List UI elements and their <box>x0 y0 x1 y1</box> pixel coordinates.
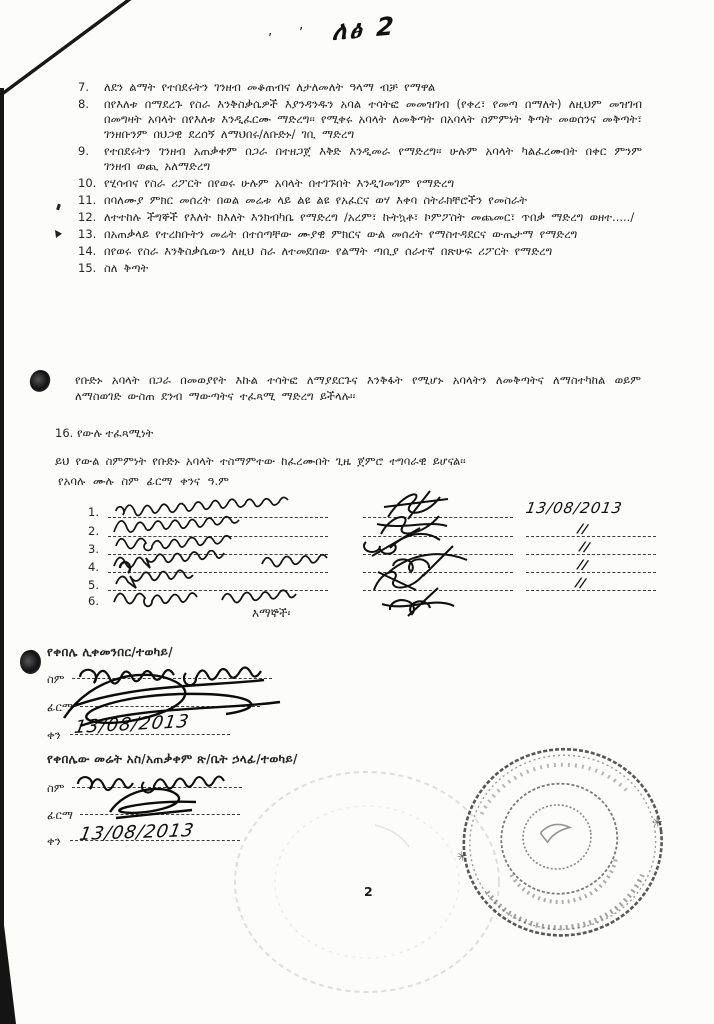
handwritten-page-annotation: ለፅ 2 <box>331 11 398 46</box>
row-number: 1. <box>88 505 99 519</box>
row-number: 2. <box>88 524 99 538</box>
clause-number: 8. <box>78 97 89 111</box>
clause-text: በየወሩ የስራ እንቅስቃሴውን ለዚህ ስራ ለተመደበው የልማት ጣቢያ ሰራተኛ በጽሁፍ ሪፖርት የማድረግ <box>104 244 553 258</box>
clause-text: የሂሳብና የስራ ሪፖርት በየወሩ ሁሉም አባላት በተገኙበት እንዲገመገም የማድረግ <box>104 176 455 190</box>
handwritten-date: 13/08/2013 <box>72 711 191 738</box>
scan-corner-shadow <box>0 925 16 1024</box>
signature-label: ፊርማ <box>47 700 73 714</box>
clause-text: በየእለቱ በማደረጉ የስራ እንቅስቃሴዎች እያንዳንዱን አባል ተሳትፎ መመዝገብ (የቀረ፣ የመጣ በማለት) ለዚህም መዝገብ በመግዛት አባላት በየእለቱ እንዲፈርሙ ማድረግ፡፡ የሚቀሩ አባላት ለመቅጣት በአባላት ስምምነት ቅጣት መወሰንና መቅጣት፣ ገንዘቡንም በህጋዊ ደረሰኝ ለማህበሩ/ለቡድኑ/ ገቢ ማድረግ <box>104 97 642 141</box>
signature-label: ፊርማ <box>47 808 73 822</box>
member-signature <box>378 584 458 618</box>
clause-number: 11. <box>78 193 97 207</box>
clause-12 <box>78 210 642 225</box>
clause-8 <box>78 97 642 142</box>
clause-11 <box>78 193 642 208</box>
pen-tick: ’ <box>299 26 304 41</box>
scan-edge-shadow <box>0 88 4 1024</box>
handwritten-date: 13/08/2013 <box>77 820 197 845</box>
name-label: ስም <box>47 672 65 686</box>
clause-text: የተበደሩትን ገንዘብ አጠቃቀም በጋራ በተዘጋጀ እቅድ እንዲመራ የማድረግ፡፡ ሁሉም አባላት ካልፈረሙበት በቀር ምንም ገንዘብ ወጪ አለማድረግ <box>104 144 642 173</box>
page-number: 2 <box>364 884 373 899</box>
row-number: 4. <box>88 560 99 574</box>
clause-15 <box>78 261 642 276</box>
handwritten-date: 13/08/2013 <box>524 499 625 517</box>
official-signature <box>100 782 210 822</box>
clause-text: በአጠቃላይ የተረከቡትን መሬት በተሰጣቸው ሙያዊ ምክርና ውል መሰረት የማስተዳደርና ውጤታማ የማድረግ <box>104 227 578 241</box>
clause-number: 7. <box>78 80 89 94</box>
clause-7 <box>78 80 642 95</box>
clause-text: ለደን ልማት የተበደሩትን ገንዘብ መቆጠብና ለታለመለት ዓላማ ብቻ የማዋል <box>104 80 436 94</box>
clause-number: 13. <box>78 227 97 241</box>
official-title-kebele-chairman: የቀበሌ ሊቀመንበር/ተወካይ/ <box>47 645 173 659</box>
ink-speck <box>56 204 61 211</box>
clause-10 <box>78 176 642 191</box>
clause-13 <box>78 227 642 242</box>
name-label: ስም <box>47 781 65 795</box>
section-16-heading: 16. የውሉ ተፈጻሚነት <box>55 426 154 440</box>
clause-text: ስለ ቅጣት <box>104 261 149 275</box>
hole-punch <box>19 649 42 675</box>
clause-number: 12. <box>78 210 97 224</box>
clause-text: በባለሙያ ምክር መሰረት በወል መሬቱ ላይ ልዩ ልዩ የአፈርና ወሃ እቀባ ስትራክቸሮችን የመስራት <box>104 193 528 207</box>
clause-number: 10. <box>78 176 97 190</box>
handwritten-member-name <box>112 586 322 612</box>
clause-number: 9. <box>78 144 89 158</box>
row-number: 5. <box>88 578 99 592</box>
official-title-land-office-head: የቀበሌው መሬት አስ/አጠቃቀም ጽ/ቤት ኃላፊ/ተወካይ/ <box>47 752 298 766</box>
signature-table-header: የአባሉ ሙሉ ስም ፊርማ ቀንና ዓ.ም <box>58 474 229 488</box>
svg-text:✳: ✳ <box>651 815 664 832</box>
svg-text:✳: ✳ <box>455 849 469 866</box>
date-label: ቀን <box>47 834 61 848</box>
ink-speck <box>55 230 62 238</box>
ditto-mark: // <box>579 539 591 556</box>
clause-14 <box>78 244 642 259</box>
contract-clause-list <box>78 80 642 278</box>
row-number: 6. <box>88 594 99 608</box>
clause-number: 14. <box>78 244 97 258</box>
ditto-mark: // <box>577 521 589 538</box>
row-number: 3. <box>88 542 99 556</box>
ditto-mark: // <box>575 575 587 592</box>
ditto-mark: // <box>577 557 589 574</box>
date-label: ቀን <box>47 728 61 742</box>
witnesses-label: እማኞች፡ <box>252 606 291 620</box>
section-16-body: ይህ የውል ስምምነት የቡድኑ አባላት ተስማምተው ከፈረሙበት ጊዜ ጀምሮ ተግባራዊ ይሆናል፡፡ <box>55 454 466 468</box>
clause-number: 15. <box>78 261 97 275</box>
hole-punch <box>28 368 52 394</box>
penalty-paragraph: የቡድኑ አባላት በጋራ በመወያየት እኩል ተሳትፎ ለማያደርጉና እንቅፋት የሚሆኑ አባላትን ለመቅጣትና ለማስተካከል ወይም ለማስወገድ ውስጠ ደንብ ማውጣትና ተፈጻሚ ማድረግ ይችላሉ፡፡ <box>75 373 641 403</box>
member-signature-row <box>88 592 648 610</box>
clause-9 <box>78 144 642 174</box>
pen-tick: ’ <box>268 32 273 47</box>
clause-text: ለተተከሉ ችግኞች የእለት ክእለት እንክብካቤ የማድረግ /አረም፣ ኩትኳቶ፣ ኮምፖስት መጨመር፣ ጥበቃ ማድረግ ወዘተ...../ <box>104 210 635 224</box>
official-round-stamp <box>426 727 704 962</box>
